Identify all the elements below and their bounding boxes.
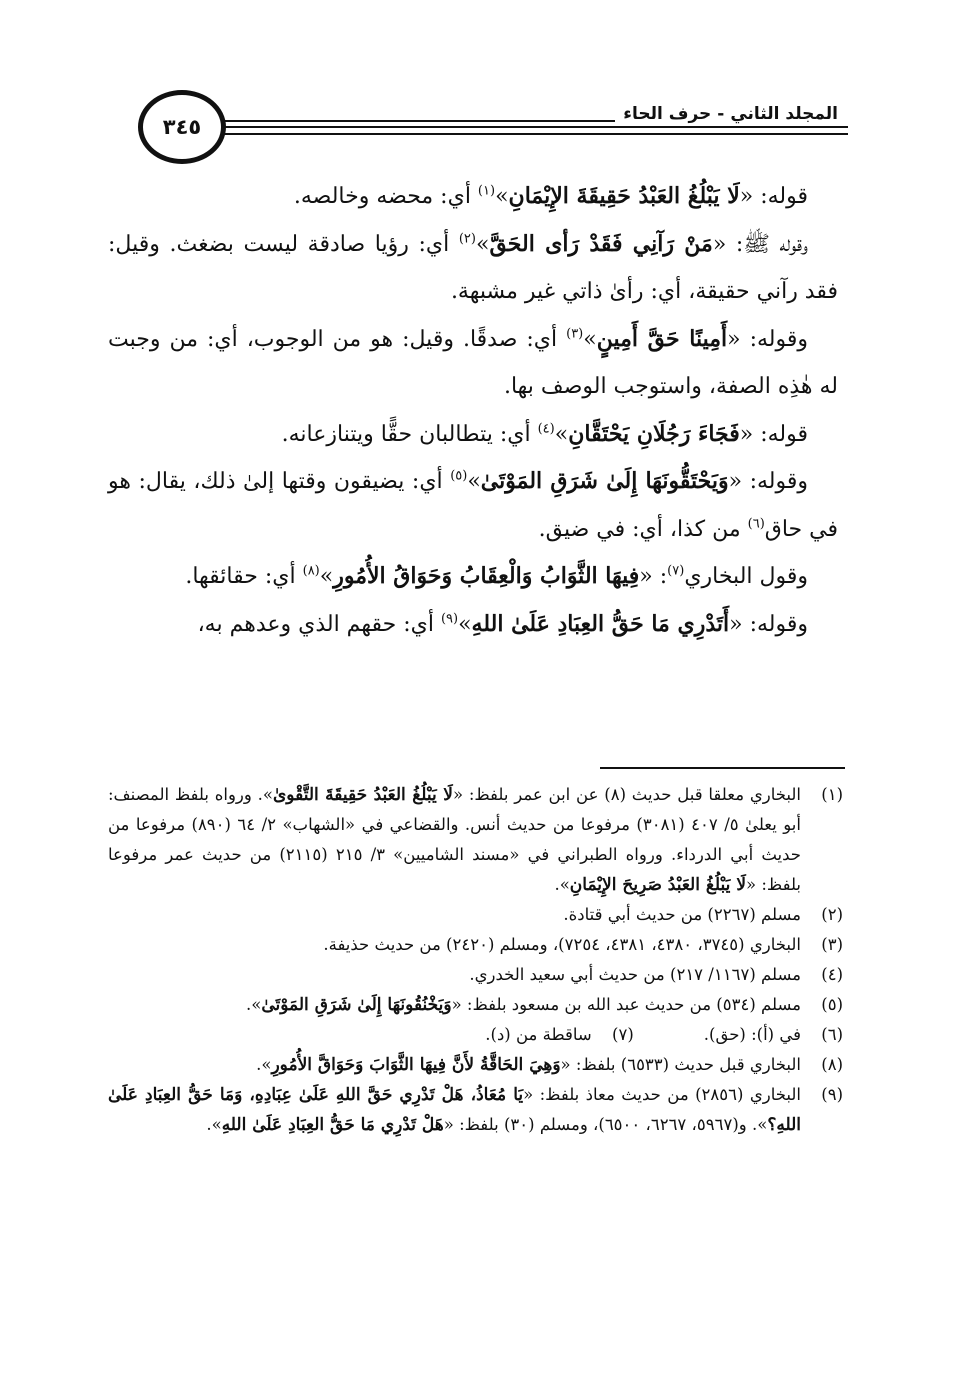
footnote-text: في (أ): (حق). bbox=[703, 1025, 801, 1044]
footnote-number: (٧) bbox=[612, 1025, 634, 1044]
spacer bbox=[634, 1020, 704, 1050]
quote: وَيَخْنُقُونَهَا إِلَىٰ شَرَقِ المَوْتَىٰ bbox=[261, 995, 452, 1015]
page-number: ٣٤٥ bbox=[162, 115, 202, 139]
paragraph-2 bbox=[108, 221, 838, 316]
footnote-ref: (٥) bbox=[450, 468, 468, 484]
text: أي: رؤيا صادقة ليست بضغث. وقيل: فقد رآني حقيقة، أي: رأىٰ ذاتي غير مشبهة. bbox=[108, 231, 838, 304]
footnote-ref: (١) bbox=[477, 183, 496, 199]
text: البخاري معلقا قبل حديث (٨) عن ابن عمر بلفظ: « bbox=[452, 785, 801, 804]
text: ». bbox=[256, 1055, 272, 1074]
text: أي: يضيقون وقتها إلىٰ ذلك، يقال: هو في حاق bbox=[108, 469, 838, 542]
footnote-number: (٢) bbox=[821, 905, 843, 924]
text: ». bbox=[554, 875, 570, 894]
quote: فَجَاءَ رَجُلَانِ يَحْتَقَّانِ bbox=[568, 420, 740, 447]
text: وقوله ﷺ: « bbox=[712, 231, 808, 257]
footnote-ref: (٤) bbox=[537, 421, 555, 437]
footnote-ref: (٧) bbox=[667, 563, 685, 579]
header-title bbox=[615, 104, 848, 124]
footnote-separator bbox=[600, 767, 845, 769]
quote: لَا يَبْلُغُ العَبْدُ حَقِيقَةَ الإِيْمَانِ bbox=[508, 183, 740, 209]
text: أي: صدقًا. وقيل: هو من الوجوب، أي: من وجبت له هٰذِه الصفة، واستوجب الوصف بها. bbox=[108, 326, 838, 399]
text: » bbox=[583, 326, 597, 352]
footnote-number: (٣) bbox=[821, 935, 843, 954]
quote: وَيَحْتَقُّونَهَا إِلَىٰ شَرَقِ المَوْتَىٰ bbox=[480, 468, 729, 494]
quote: فِيهَا الثَّوَابُ وَالْعِقَابُ وَحَوَاقُ الأُمُورِ bbox=[333, 563, 640, 589]
quote: أَمِينًا حَقَّ أَمِينٍ bbox=[596, 325, 728, 352]
footnote-number: (٦) bbox=[821, 1025, 843, 1044]
text: وقوله: « bbox=[729, 611, 808, 637]
text: » bbox=[475, 231, 490, 257]
text: أي: حقهم الذي وعدهم به، bbox=[197, 611, 441, 637]
quote: يَا مُعَاذُ، هَلْ تَدْرِي حَقَّ اللهِ عَلَىٰ عِبَادِهِ، وَمَا حَقُّ العِبَادِ عَلَىٰ اللهِ؟ bbox=[108, 1085, 801, 1135]
paragraph-3 bbox=[108, 316, 838, 411]
text: البخاري قبل حديث (٦٥٣٣) بلفظ: « bbox=[560, 1055, 801, 1074]
paragraph-6 bbox=[108, 553, 838, 601]
text: » bbox=[467, 469, 481, 494]
footnote-ref: (٨) bbox=[302, 563, 320, 579]
footnote-8 bbox=[108, 1050, 843, 1080]
paragraph-4 bbox=[108, 411, 838, 459]
text: أي: حقائقها. bbox=[185, 564, 303, 589]
quote: لَا يَبْلُغُ العَبْدُ صَرِيحَ الإِيْمَانِ bbox=[569, 875, 747, 895]
text: قوله: « bbox=[739, 421, 808, 447]
text: وقوله: « bbox=[728, 469, 808, 494]
footnote-ref: (٩) bbox=[440, 611, 459, 627]
text: وقوله: « bbox=[727, 326, 809, 352]
footnote-6-7 bbox=[108, 1020, 843, 1050]
footnote-3 bbox=[108, 930, 843, 960]
running-header bbox=[108, 90, 848, 160]
footnote-text: مسلم (٢٢٦٧) من حديث أبي قتادة. bbox=[563, 905, 801, 924]
text: » bbox=[458, 611, 472, 637]
header-rule bbox=[203, 126, 848, 128]
footnotes bbox=[108, 780, 843, 1140]
paragraph-5 bbox=[108, 458, 838, 553]
text: البخاري (٢٨٥٦) من حديث معاذ بلفظ: « bbox=[523, 1085, 801, 1104]
footnote-9 bbox=[108, 1080, 843, 1140]
header-rule bbox=[203, 133, 848, 135]
page-number-badge bbox=[138, 90, 226, 164]
footnote-text: البخاري (٣٧٤٥، ٤٣٨٠، ٤٣٨١، ٧٢٥٤)، ومسلم (٢٤٢٠) من حديث حذيفة. bbox=[323, 935, 801, 954]
quote: لَا يَبْلُغُ العَبْدُ حَقِيقَةَ التَّقْوىٰ bbox=[273, 785, 453, 805]
footnote-4 bbox=[108, 960, 843, 990]
text: » bbox=[495, 184, 509, 209]
footnote-1 bbox=[108, 780, 843, 900]
footnote-text bbox=[108, 1050, 801, 1080]
text: » bbox=[554, 421, 569, 447]
chapter-label: حرف الحاء bbox=[623, 104, 712, 124]
quote: أَتَدْرِي مَا حَقُّ العِبَادِ عَلَىٰ اللهِ bbox=[471, 610, 730, 637]
header-dash: - bbox=[717, 104, 725, 124]
quote: هَلْ تَدْرِي مَا حَقُّ العِبَادِ عَلَىٰ اللهِ bbox=[221, 1115, 444, 1135]
footnote-text bbox=[108, 990, 801, 1020]
footnote-ref: (٣) bbox=[566, 326, 584, 342]
text: ». و(٥٩٦٧، ٦٢٦٧، ٦٥٠٠)، ومسلم (٣٠) بلفظ: « bbox=[443, 1115, 768, 1134]
text: قوله: « bbox=[739, 184, 808, 209]
volume-label: المجلد الثاني bbox=[730, 104, 838, 124]
footnote-number: (٤) bbox=[821, 965, 843, 984]
footnote-text bbox=[108, 1080, 801, 1140]
text: مسلم (٥٣٤) من حديث عبد الله بن مسعود بلفظ: « bbox=[451, 995, 801, 1014]
main-text bbox=[108, 173, 838, 648]
text: وقول البخاري bbox=[684, 564, 808, 589]
footnote-2 bbox=[108, 900, 843, 930]
text: ». bbox=[206, 1115, 222, 1134]
footnote-text: مسلم (١١٦٧/ ٢١٧) من حديث أبي سعيد الخدري. bbox=[469, 965, 801, 984]
paragraph-1 bbox=[108, 173, 838, 221]
footnote-number: (٨) bbox=[821, 1055, 843, 1074]
quote: وَهِيَ الحَاقَّةُ لأَنَّ فِيهَا الثَّوَابَ وَحَوَاقَّ الأُمُورِ bbox=[271, 1055, 561, 1075]
text: ». bbox=[246, 995, 262, 1014]
text: » bbox=[319, 564, 334, 589]
footnote-ref: (٦) bbox=[747, 516, 765, 532]
footnote-text bbox=[108, 780, 801, 900]
text: ». ورواه بلفظ المصنف: أبو يعلىٰ ٥/ ٤٠٧ (٣٠٨١) مرفوعا من حديث أنس. والقضاعي في «الشهاب» ٢/ ٦٤ (٨٩٠) مرفوعا من حديث أبي الدرداء. ورواه الطبراني في «مسند الشاميين» ٣/ ٢١٥ (٢١١٥) من حديث عمر مرفوعا بلفظ: « bbox=[108, 785, 801, 894]
text: أي: يتطالبان حقًّا ويتنازعانه. bbox=[281, 421, 538, 447]
footnote-ref: (٢) bbox=[458, 231, 476, 247]
footnote-number: (٩) bbox=[821, 1085, 843, 1104]
text: من كذا، أي: في ضيق. bbox=[538, 516, 748, 542]
footnote-text: ساقطة من (د). bbox=[485, 1025, 592, 1044]
footnote-number: (٥) bbox=[821, 995, 843, 1014]
text: : « bbox=[639, 564, 668, 589]
text: أي: محضه وخالصه. bbox=[293, 184, 478, 209]
quote: مَنْ رَآنِي فَقَدْ رَأى الحَقَّ bbox=[489, 230, 713, 257]
footnote-5 bbox=[108, 990, 843, 1020]
paragraph-7 bbox=[108, 601, 838, 649]
footnote-number: (١) bbox=[821, 785, 843, 804]
